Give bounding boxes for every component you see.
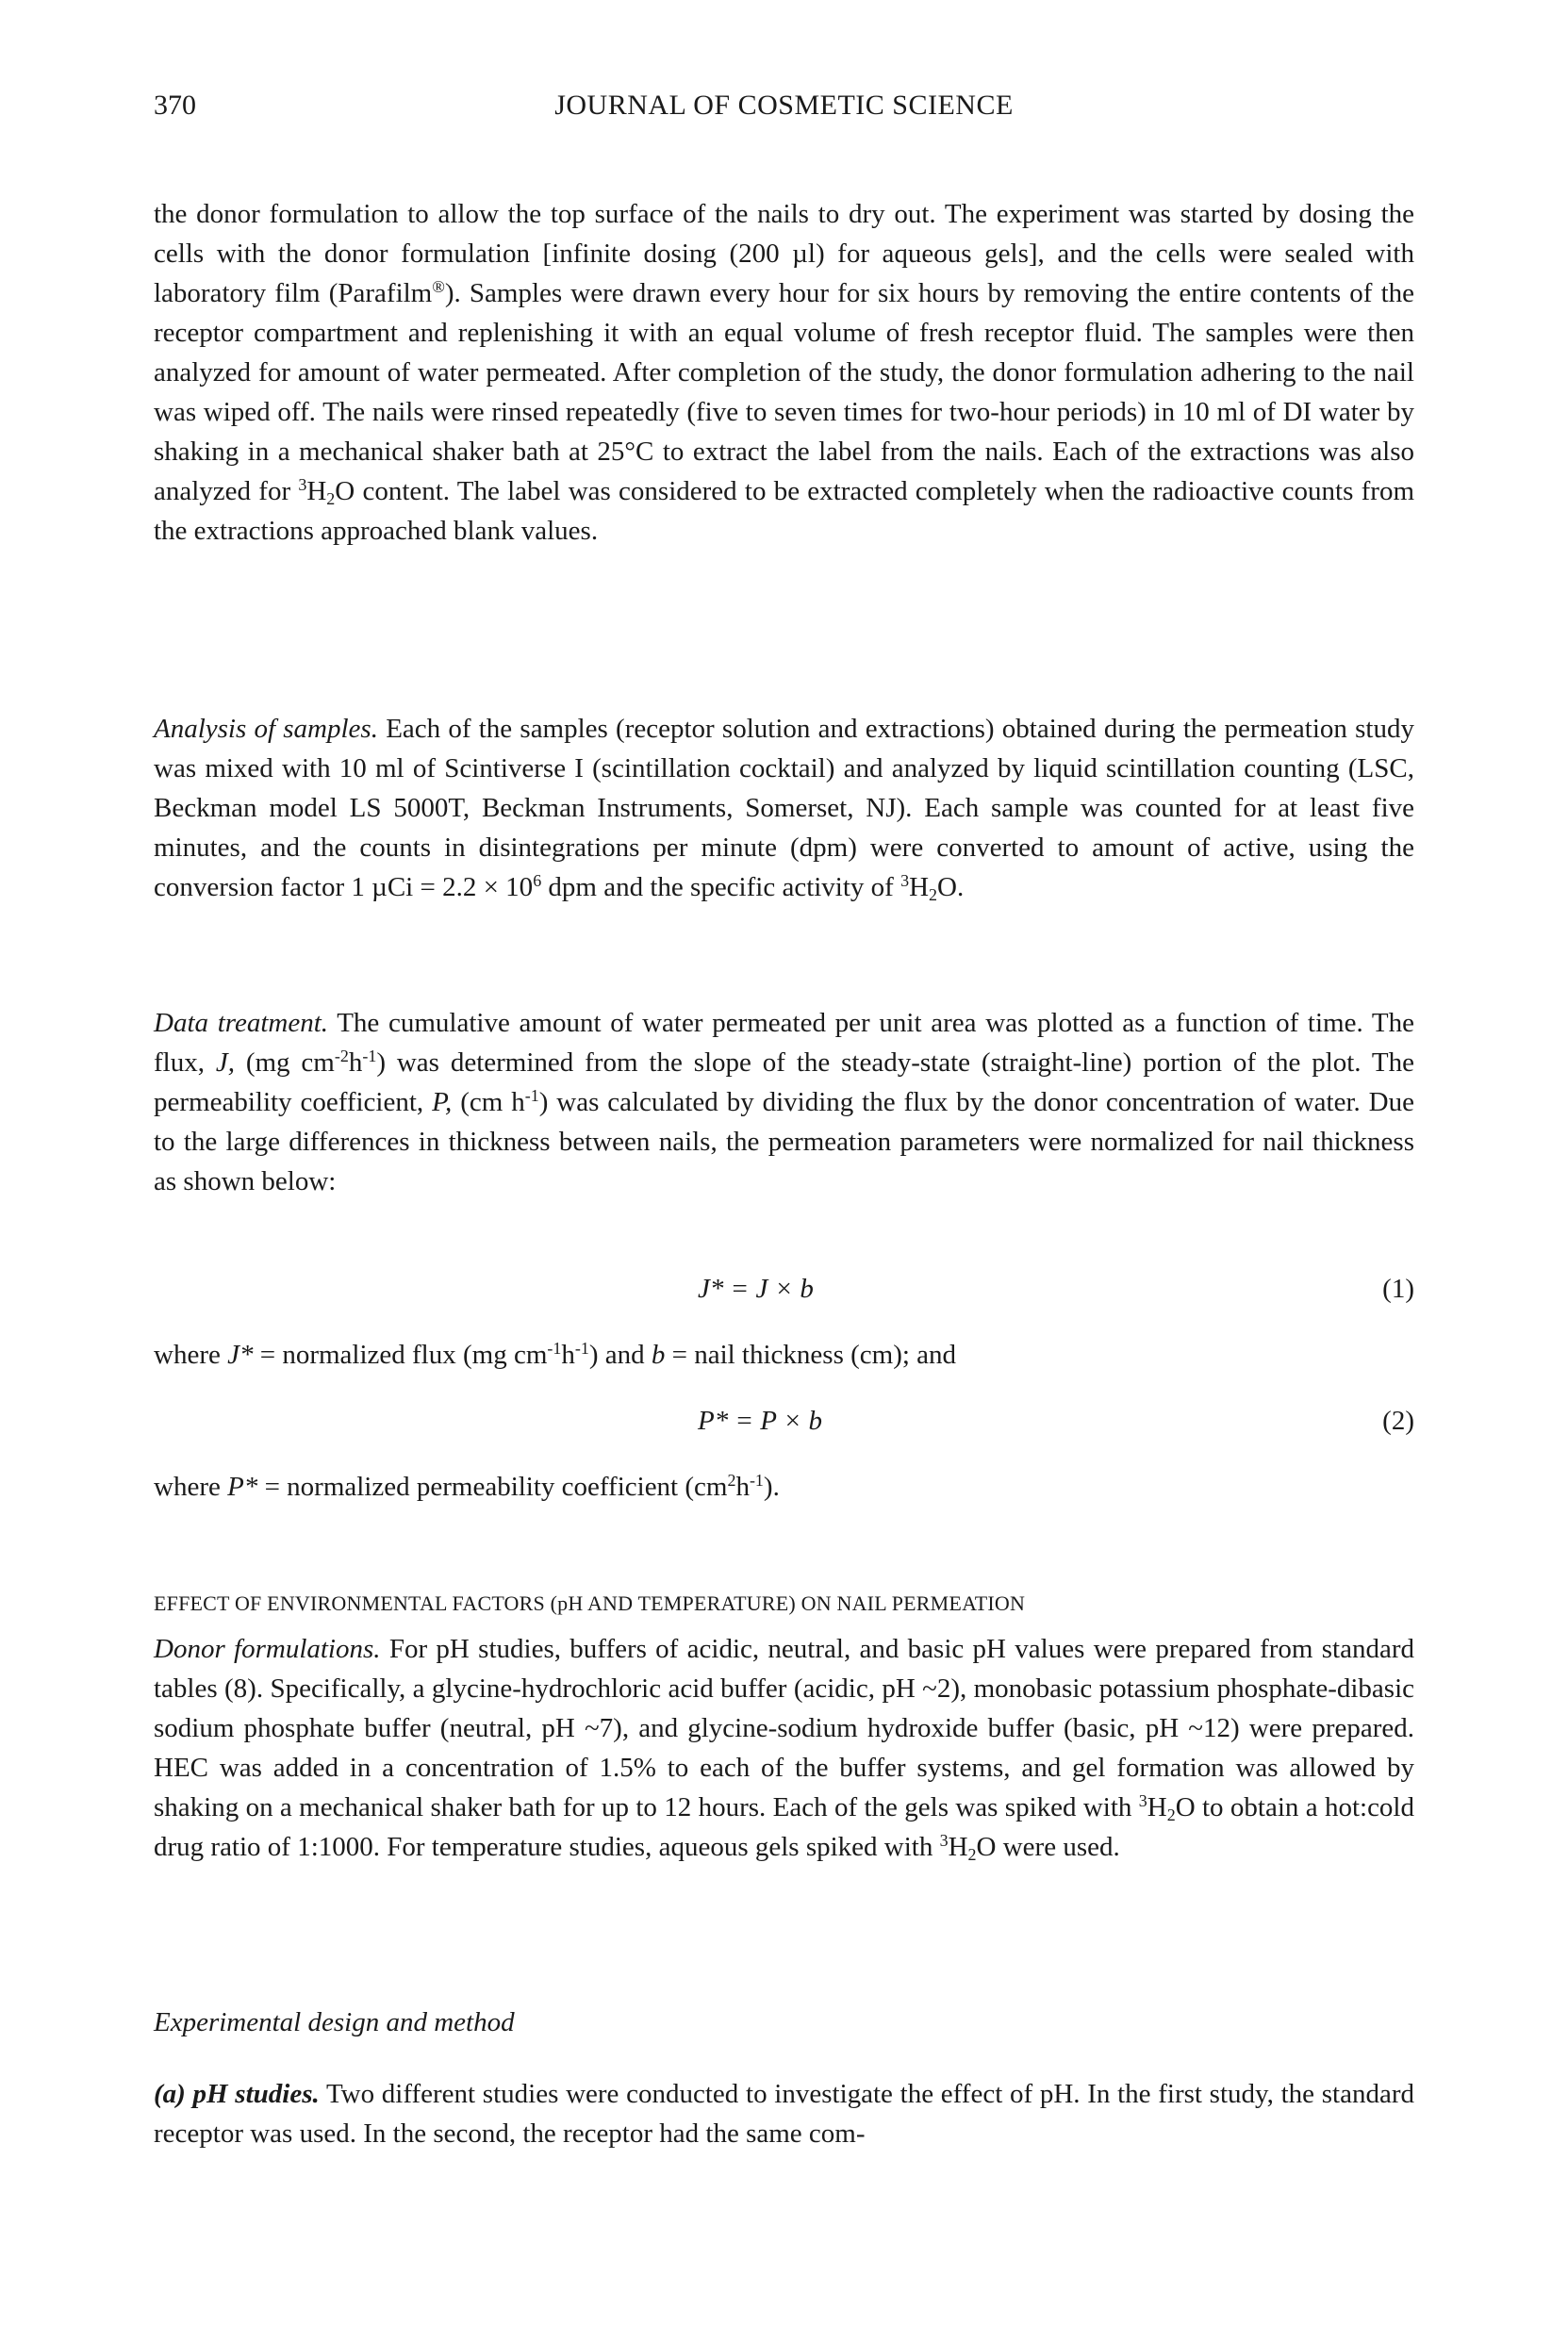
paragraph-procedure [154,194,1414,551]
equation-2-definition [154,1467,1414,1507]
subsection-heading: Experimental design and method [154,2007,515,2037]
equation-2 [154,1401,1414,1441]
paragraph-data-treatment [154,1003,1414,1201]
definition-text: where P* = normalized permeability coefficient $(cm^2h^{-1})$. [154,1471,780,1502]
paragraph-text: Donor formulations. For pH studies, buffers of acidic, neutral, and basic pH values were prepared from standard tables (8). Specifically, a glycine-hydrochloric acid buffer (acidic, pH ~2), monobasic potassium phosphate-dibasic sodium phosphate buffer (neutral, pH ~7), and glycine-sodium hydroxide buffer (basic, pH ~12) were prepared. HEC was added in a concentration of 1.5% to each of the buffer systems, and gel formation was allowed by shaking on a mechanical shaker bath for up to 12 hours. Each of the gels was spiked with $^3H_2O$ to obtain a hot:cold drug ratio of 1:1000. For temperature studies, aqueous gels spiked with $^3H_2O$ were used. [154,1634,1414,1865]
journal-title: JOURNAL OF COSMETIC SCIENCE [554,90,1014,121]
page-number: 370 [154,90,196,121]
paragraph-analysis-of-samples [154,709,1414,907]
paragraph-text: (a) pH studies. Two different studies were conducted to investigate the effect of pH. In the first study, the standard receptor was used. In the second, the receptor had the same com- [154,2079,1414,2149]
equation-1 [154,1269,1414,1309]
running-header [154,87,1414,124]
definition-text: where J* = normalized flux (mg $cm^{-1}h^{-1}$) and b = nail thickness (cm); and [154,1339,957,1370]
paragraph-text: Data treatment. The cumulative amount of water permeated per unit area was plotted as a function of time. The flux, J, (mg $cm^{-2}h^{-1}$) was determined from the slope of the steady-state (straight-line) portion of the plot. The permeability coefficient, P, (cm $h^{-1}$) was calculated by dividing the flux by the donor concentration of water. Due to the large differences in thickness between nails, the permeation parameters were normalized for nail thickness as shown below: [154,1008,1414,1196]
equation-number: (2) [1382,1406,1414,1436]
paragraph-ph-studies [154,2074,1414,2153]
section-heading: EFFECT OF ENVIRONMENTAL FACTORS (pH AND TEMPERATURE) ON NAIL PERMEATION [154,1591,1026,1615]
equation-expression: J* = J × b [698,1274,814,1304]
paragraph-text: the donor formulation to allow the top surface of the nails to dry out. The experiment was started by dosing the cells with the donor formulation [infinite dosing (200 µl) for aqueous gels], and the cells were sealed with laboratory film (Parafilm®). Samples were drawn every hour for six hours by removing the entire contents of the receptor compartment and replenishing it with an equal volume of fresh receptor fluid. The samples were then analyzed for amount of water permeated. After completion of the study, the donor formulation adhering to the nail was wiped off. The nails were rinsed repeatedly (five to seven times for two-hour periods) in 10 ml of DI water by shaking in a mechanical shaker bath at 25°C to extract the label from the nails. Each of the extractions was also analyzed for $^3H_2O$ content. The label was considered to be extracted completely when the radioactive counts from the extractions approached blank values. [154,199,1415,546]
equation-expression: P* = P × b [698,1406,823,1436]
equation-1-definition [154,1335,1414,1375]
paragraph-donor-formulations [154,1629,1414,1867]
paragraph-text: Analysis of samples. Each of the samples (receptor solution and extractions) obtained during the permeation study was mixed with 10 ml of Scintiverse I (scintillation cocktail) and analyzed by liquid scintillation counting (LSC, Beckman model LS 5000T, Beckman Instruments, Somerset, NJ). Each sample was counted for at least five minutes, and the counts in disintegrations per minute (dpm) were converted to amount of active, using the conversion factor 1 $\mu Ci = 2.2 \times 10^6$ dpm and the specific activity of $^3H_2O$. [154,714,1414,905]
equation-number: (1) [1382,1274,1414,1304]
